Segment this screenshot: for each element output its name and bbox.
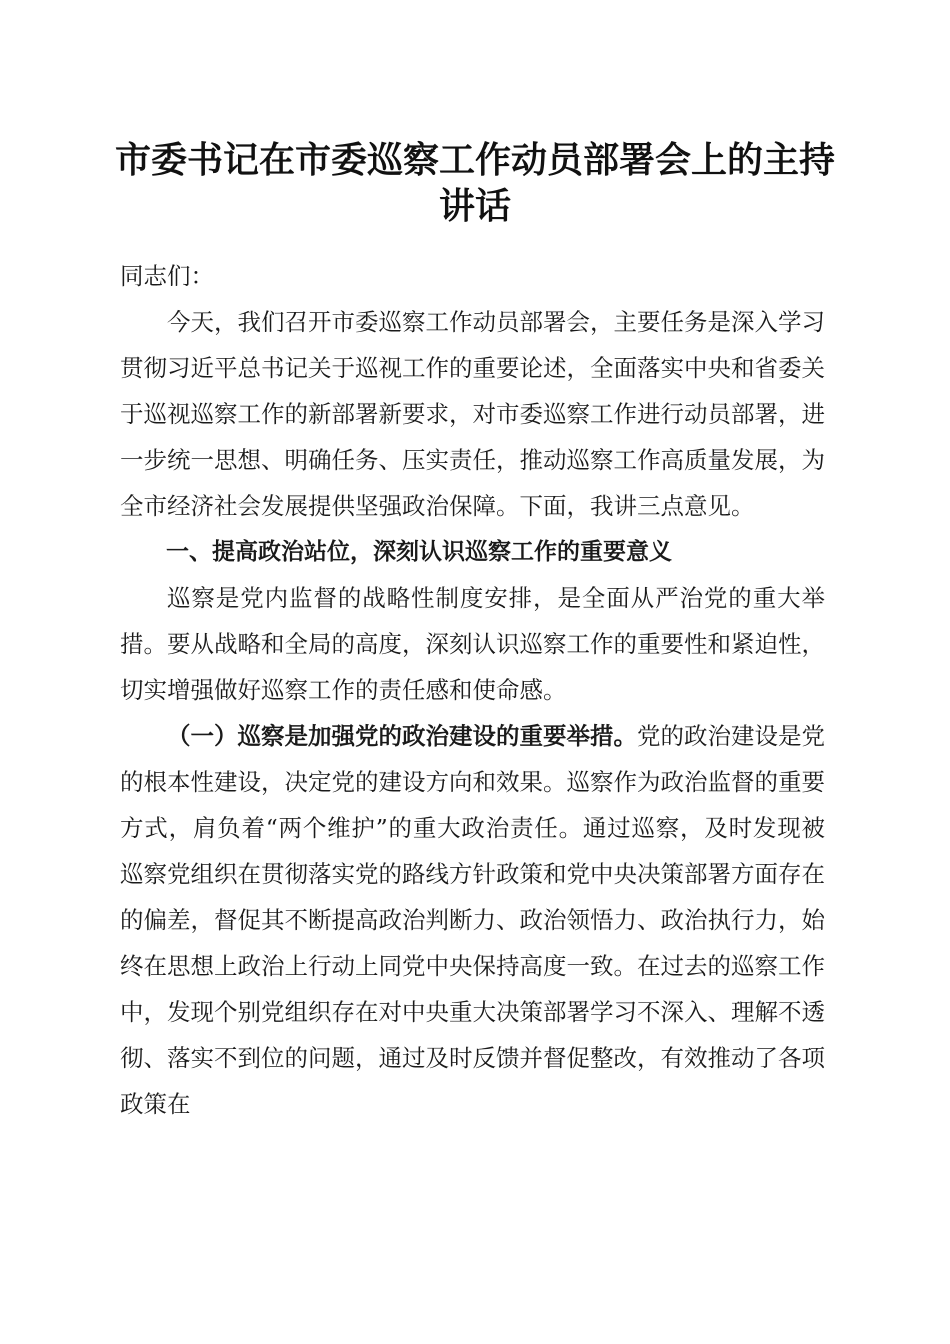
intro-paragraph: 今天，我们召开市委巡察工作动员部署会，主要任务是深入学习贯彻习近平总书记关于巡视工作的重要论述，全面落实中央和省委关于巡视巡察工作的新部署新要求，对市委巡察工作进行动员部署，进一步统一思想、明确任务、压实责任，推动巡察工作高质量发展，为全市经济社会发展提供坚强政治保障。下面，我讲三点意见。 [120, 308, 825, 520]
section-1-paragraph: 巡察是党内监督的战略性制度安排，是全面从严治党的重大举措。要从战略和全局的高度，深刻认识巡察工作的重要性和紧迫性，切实增强做好巡察工作的责任感和使命感。 [120, 584, 825, 704]
document-title-line-2: 讲话 [438, 185, 511, 227]
greeting: 同志们： [120, 262, 214, 290]
subsection-1-heading: （一）巡察是加强党的政治建设的重要举措。 [167, 722, 637, 750]
subsection-1-text: 党的政治建设是党的根本性建设，决定党的建设方向和效果。巡察作为政治监督的重要方式，肩负着“两个维护”的重大政治责任。通过巡察，及时发现被巡察党组织在贯彻落实党的路线方针政策和党中央决策部署方面存在的偏差，督促其不断提高政治判断力、政治领悟力、政治执行力，始终在思想上政治上行动上同党中央保持高度一致。在过去的巡察工作中，发现个别党组织存在对中央重大决策部署学习不深入、理解不透彻、落实不到位的问题，通过及时反馈并督促整改，有效推动了各项政策在 [120, 722, 825, 1118]
document-body [120, 253, 825, 1127]
document-title-line-1: 市委书记在市委巡察工作动员部署会上的主持 [114, 139, 835, 181]
section-1-heading: 一、提高政治站位，深刻认识巡察工作的重要意义 [166, 539, 672, 565]
subsection-1-paragraph [120, 713, 825, 1127]
